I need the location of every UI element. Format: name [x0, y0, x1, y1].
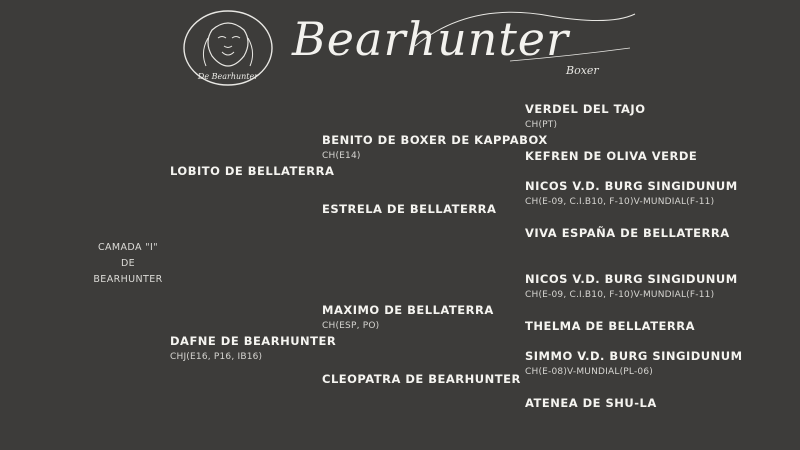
- litter-line-3: BEARHUNTER: [93, 274, 163, 285]
- pedigree-gen3-2: [525, 148, 697, 164]
- dog-name: NICOS V.D. BURG SINGIDUNUM: [525, 179, 738, 193]
- seal-text: De Bearhunter: [197, 72, 259, 81]
- pedigree-sire: [170, 163, 334, 179]
- pedigree-gen3-7: [525, 348, 743, 380]
- dog-name: SIMMO V.D. BURG SINGIDUNUM: [525, 349, 743, 363]
- header: [0, 0, 800, 95]
- brand-wordmark: Bearhunter: [292, 12, 570, 66]
- pedigree-sire-dam: [322, 201, 496, 217]
- dog-name: LOBITO DE BELLATERRA: [170, 164, 335, 178]
- litter-line-2: DE: [120, 258, 136, 269]
- litter-line-1: CAMADA "I": [97, 242, 159, 253]
- dog-title: CH(ESP, PO): [322, 321, 380, 331]
- pedigree-gen3-3: [525, 178, 738, 210]
- dog-name: KEFREN DE OLIVA VERDE: [525, 149, 698, 163]
- dog-name: ESTRELA DE BELLATERRA: [322, 202, 497, 216]
- dog-title: CH(PT): [525, 120, 558, 130]
- pedigree-gen3-1: [525, 101, 645, 133]
- pedigree-gen3-8: [525, 395, 657, 411]
- pedigree-gen3-4: [525, 225, 730, 241]
- litter-label: [88, 240, 168, 288]
- dog-title: CH(E-08)V-MUNDIAL(PL-06): [525, 367, 653, 377]
- dog-name: MAXIMO DE BELLATERRA: [322, 303, 494, 317]
- dog-title: CH(E-09, C.I.B10, F-10)V-MUNDIAL(F-11): [525, 290, 715, 300]
- dog-name: NICOS V.D. BURG SINGIDUNUM: [525, 272, 738, 286]
- pedigree-gen3-6: [525, 318, 695, 334]
- dog-title: CHJ(E16, P16, IB16): [170, 352, 263, 362]
- dog-name: VERDEL DEL TAJO: [525, 102, 646, 116]
- dog-name: CLEOPATRA DE BEARHUNTER: [322, 372, 521, 386]
- dog-name: DAFNE DE BEARHUNTER: [170, 334, 337, 348]
- dog-title: CH(E-09, C.I.B10, F-10)V-MUNDIAL(F-11): [525, 197, 715, 207]
- pedigree-dam: [170, 333, 336, 365]
- dog-name: VIVA ESPAÑA DE BELLATERRA: [525, 226, 730, 240]
- dog-name: ATENEA DE SHU-LA: [525, 396, 657, 410]
- dog-title: CH(E14): [322, 151, 361, 161]
- pedigree-dam-dam: [322, 371, 521, 387]
- pedigree-dam-sire: [322, 302, 494, 334]
- boxer-seal-logo: [182, 8, 274, 88]
- pedigree-sire-sire: [322, 132, 548, 164]
- pedigree-gen3-5: [525, 271, 738, 303]
- brand-subtitle: Boxer: [566, 64, 599, 77]
- dog-name: THELMA DE BELLATERRA: [525, 319, 696, 333]
- dog-name: BENITO DE BOXER DE KAPPABOX: [322, 133, 548, 147]
